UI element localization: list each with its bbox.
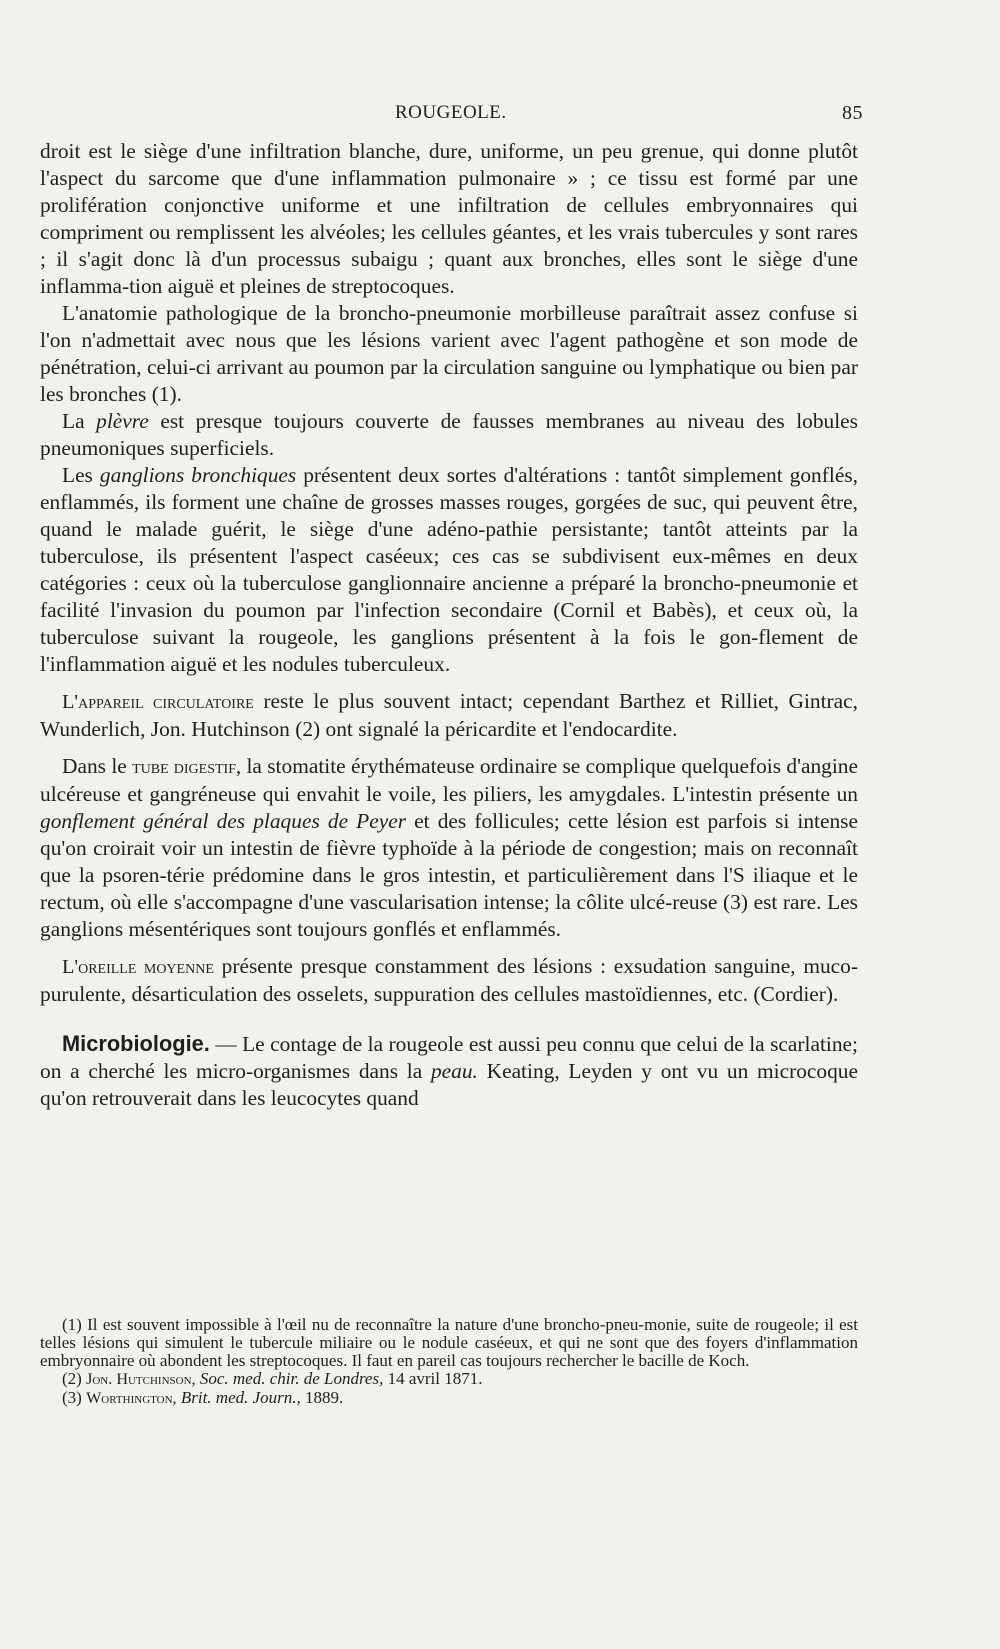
section-term: L'oreille moyenne <box>62 956 214 978</box>
paragraph-text: présentent deux sortes d'altérations : tantôt simplement gonflés, enflammés, ils forment une chaîne de grosses masses rouges, gorgées de suc, qui peuvent être, quand le malade guérit, le siège d'une adéno-pathie persistante; tantôt atteints par la tuberculose, ils présentent l'aspect caséeux; ces cas se subdivisent eux-mêmes en deux catégories : ceux où la tuberculose ganglionnaire ancienne a préparé la broncho-pneumonie et facilité l'invasion du poumon par l'infection secondaire (Cornil et Babès), et ceux où, la tuberculose suivant la rougeole, les ganglions présentent à la fois le gon-flement de l'inflammation aiguë et les nodules tuberculeux. <box>40 463 858 676</box>
footnote-marker: (1) <box>62 1315 82 1334</box>
italic-term: peau. <box>430 1059 478 1083</box>
paragraph-text: est rare. Les ganglions mésentériques sont toujours gonflés et enflammés. <box>40 890 858 941</box>
footnote-ref[interactable]: (2) <box>295 717 321 741</box>
paragraph-text: présente presque constamment des lésions : exsudation sanguine, muco-purulente, désarticulation des osselets, suppuration des cellules mastoïdiennes, etc. (Cordier). <box>40 954 858 1006</box>
section-term: L'appareil circulatoire <box>62 691 254 713</box>
footnotes <box>40 1316 858 1408</box>
paragraph-plevre <box>40 408 858 462</box>
paragraph-ganglions <box>40 462 858 678</box>
paragraph-text: Keating, Leyden y ont vu un microcoque qu'on retrouverait dans les leucocytes quand <box>40 1059 858 1110</box>
footnote-author: Jon. Hutchinson, <box>86 1371 196 1388</box>
paragraph-text: est presque toujours couverte de fausses membranes au niveau des lobules pneumoniques superficiels. <box>40 409 858 460</box>
footnote-ref[interactable]: (1) <box>151 382 177 406</box>
footnote-marker: (2) <box>62 1369 82 1388</box>
paragraph-microbiologie <box>40 1030 858 1112</box>
footnote-ref[interactable]: (3) <box>723 890 748 914</box>
paragraph-continued <box>40 138 858 300</box>
running-title: ROUGEOLE. <box>395 102 507 123</box>
footnote-source: Soc. med. chir. de Londres, <box>199 1369 384 1388</box>
paragraph-tube-digestif <box>40 753 858 943</box>
footnote-text: Il est souvent impossible à l'œil nu de reconnaître la nature d'une broncho-pneu-monie, suite de rougeole; il est telles lésions qui simulent le tubercule miliaire ou le nodule caséeux, et qui ne sont que des foyers d'inflammation embryonnaire où abondent les streptocoques. Il faut en pareil cas toujours rechercher le bacille de Koch. <box>40 1315 858 1370</box>
paragraph-text: La <box>62 409 85 433</box>
paragraph-text: droit est le siège d'une infiltration blanche, dure, uniforme, un peu grenue, qui donne plutôt l'aspect du sarcome que d'une inflammation pulmonaire » ; ce tissu est formé par une prolifération conjonctive uniforme et une infiltration de cellules embryonnaires qui compriment ou remplissent les alvéoles; les cellules géantes, et les vrais tubercules y sont rares ; il s'agit donc là d'un processus subaigu ; quant aux bronches, elles sont le siège d'une inflamma-tion aiguë et pleines de streptocoques. <box>40 139 858 298</box>
footnote-2 <box>40 1370 858 1389</box>
italic-term: gonflement général des plaques de Peyer <box>40 809 407 833</box>
italic-term: ganglions bronchiques <box>99 463 297 487</box>
paragraph-text: la stomatite érythémateuse ordinaire se complique quelquefois d'angine ulcéreuse et gangréneuse qui envahit le voile, les piliers, les amygdales. L'intestin présente un <box>40 754 858 806</box>
footnote-author: Worthington, <box>86 1390 177 1407</box>
footnote-date: 14 avril 1871. <box>387 1369 483 1388</box>
paragraph-text: L'anatomie pathologique de la broncho-pneumonie morbilleuse paraîtrait assez confuse si l'on n'admettait avec nous que les lésions varient avec l'agent pathogène et son mode de pénétration, celui-ci arrivant au poumon par la circulation sanguine ou lymphatique ou bien par les bronches <box>40 301 858 406</box>
footnote-marker: (3) <box>62 1388 82 1407</box>
running-header <box>0 102 1000 132</box>
section-heading: Microbiologie. <box>62 1031 210 1056</box>
paragraph-text: ont signalé la péricardite et l'endocardite. <box>325 717 678 741</box>
footnote-source: Brit. med. Journ., <box>180 1388 301 1407</box>
page-number: 85 <box>842 102 863 124</box>
paragraph-appareil-circulatoire <box>40 688 858 743</box>
paragraph-text: et des follicules; cette lésion est parfois si intense qu'on croirait voir un intestin de fièvre typhoïde à la période de congestion; mais on reconnaît que la psoren-térie prédomine dans le gros intestin, et particulièrement dans l'S iliaque et le rectum, où elle s'accompagne d'une vascularisation intense; la côlite ulcé-reuse <box>40 809 858 914</box>
footnote-date: 1889. <box>305 1388 344 1407</box>
body-text <box>40 138 858 1112</box>
footnote-1 <box>40 1316 858 1370</box>
section-term: tube digestif, <box>132 756 242 778</box>
paragraph-text: Dans le <box>62 754 127 778</box>
paragraph-anatomie <box>40 300 858 408</box>
paragraph-text: . <box>176 382 182 406</box>
paragraph-text: reste le plus souvent intact; cependant Barthez et Rilliet, Gintrac, Wunderlich, Jon. Hutchinson <box>40 689 858 741</box>
paragraph-text: — Le contage de la rougeole est aussi peu connu que celui de la scarlatine; on a cherché les micro-organismes dans la <box>40 1032 858 1083</box>
paragraph-oreille-moyenne <box>40 953 858 1008</box>
footnote-3 <box>40 1389 858 1408</box>
italic-term: plèvre <box>96 409 149 433</box>
paragraph-text: Les <box>62 463 93 487</box>
